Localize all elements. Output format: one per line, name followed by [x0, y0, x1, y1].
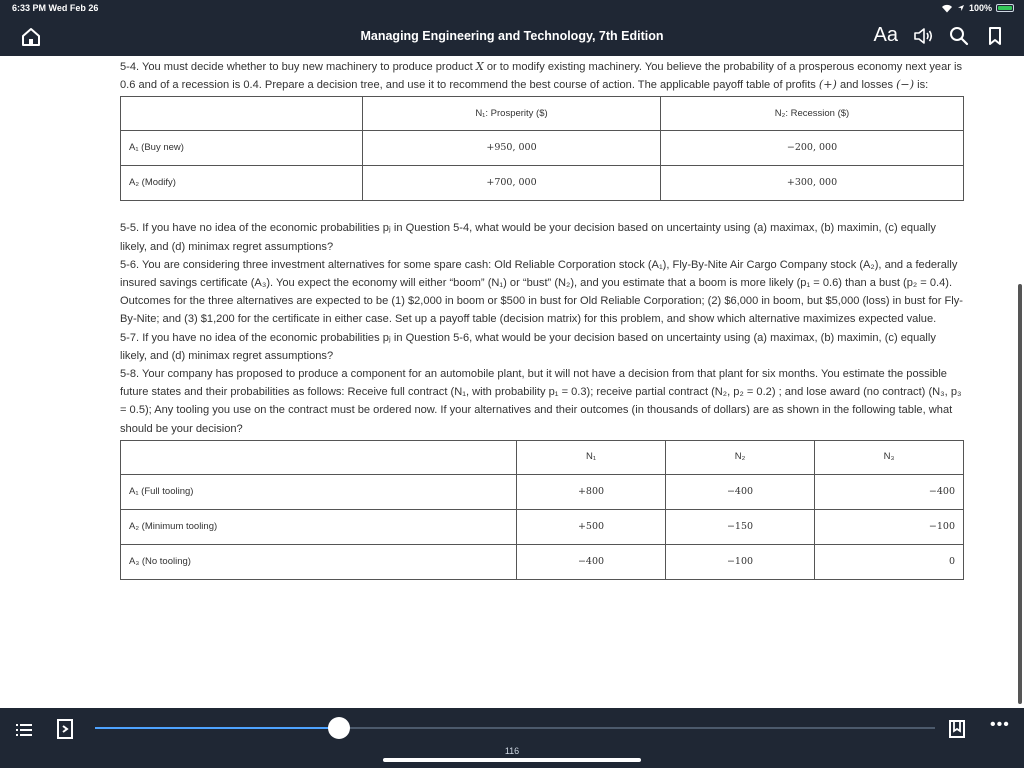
payoff-table-1 — [120, 96, 964, 201]
reader-content — [120, 58, 965, 580]
page-slider-track[interactable] — [95, 727, 935, 729]
table-cell: +500 — [517, 509, 666, 544]
question-5-4-text-end: is: — [914, 79, 929, 92]
table-cell: −200, 000 — [661, 131, 964, 166]
page-slider-fill — [95, 727, 339, 729]
row-label: A₂ (Modify) — [121, 166, 363, 201]
table-header-cell: N₁ — [517, 440, 666, 474]
table-cell: +700, 000 — [363, 166, 661, 201]
row-label: A₃ (No tooling) — [121, 544, 517, 579]
wifi-icon — [941, 4, 953, 13]
status-time: 6:33 PM Wed Feb 26 — [12, 3, 99, 13]
page-number: 116 — [504, 746, 520, 756]
status-indicators — [941, 3, 1014, 13]
table-row — [121, 474, 964, 509]
speaker-icon[interactable] — [912, 25, 934, 47]
location-icon — [957, 4, 965, 12]
table-row — [121, 544, 964, 579]
font-settings-button[interactable]: Aa — [873, 24, 898, 46]
page-navigation-icon[interactable] — [56, 718, 74, 740]
question-5-8: 5-8. Your company has proposed to produce a component for an automobile plant, but it will not have a decision from that plant for six months. You estimate the possible future states and their probabilities as follows: Receive full contract (N₁, with probability p₁ = 0.3); receive partial contract (N₂, p₂ = 0.2) ; and lose award (no contract) (N₃, p₃ = 0.5); Any tooling you use on the contract must be ordered now. If your alternatives and their outcomes (in thousands of dollars) are as shown in the following table, what should be your decision? — [120, 368, 962, 435]
table-cell: −400 — [815, 474, 964, 509]
table-cell: −100 — [666, 544, 815, 579]
minus-symbol: (−) — [896, 78, 915, 92]
table-cell: −400 — [517, 544, 666, 579]
table-header-cell: N₁: Prosperity ($) — [363, 97, 661, 131]
top-actions — [874, 24, 1006, 47]
bookmarks-list-icon[interactable] — [948, 719, 966, 739]
bottom-toolbar — [0, 708, 1024, 768]
bookmark-icon[interactable] — [984, 25, 1006, 47]
search-icon[interactable] — [948, 25, 970, 47]
row-label: A₁ (Buy new) — [121, 131, 363, 166]
table-cell: +800 — [517, 474, 666, 509]
question-5-7: 5-7. If you have no idea of the economic probabilities pⱼ in Question 5-6, what would be your decision based on uncertainty using (a) maximax, (b) maximin, (c) equally likely, and (d) minimax regret assumptions? — [120, 331, 936, 362]
table-header-cell: N₂: Recession ($) — [661, 97, 964, 131]
table-header-cell: N₂ — [666, 440, 815, 474]
table-cell: 0 — [815, 544, 964, 579]
more-options-icon[interactable]: ••• — [990, 716, 1010, 733]
table-header-row — [121, 97, 964, 131]
table-cell: −400 — [666, 474, 815, 509]
table-header-row — [121, 440, 964, 474]
row-label: A₂ (Minimum tooling) — [121, 509, 517, 544]
product-variable: X — [475, 60, 484, 73]
book-title: Managing Engineering and Technology, 7th Edition — [360, 29, 664, 43]
battery-fill — [998, 6, 1012, 10]
row-label: A₁ (Full tooling) — [121, 474, 517, 509]
question-5-4-text: 5-4. You must decide whether to buy new machinery to produce product — [120, 61, 476, 73]
home-indicator — [383, 758, 641, 762]
table-header-cell — [121, 97, 363, 131]
question-5-4 — [120, 58, 965, 94]
table-of-contents-icon[interactable] — [14, 720, 34, 740]
page-slider-thumb[interactable] — [328, 717, 350, 739]
top-toolbar — [0, 0, 1024, 56]
table-row — [121, 131, 964, 166]
payoff-table-2 — [120, 440, 964, 580]
table-row — [121, 509, 964, 544]
plus-symbol: (+) — [818, 78, 837, 92]
table-cell: +300, 000 — [661, 166, 964, 201]
table-cell: +950, 000 — [363, 131, 661, 166]
question-5-4-text-and: and losses — [836, 79, 897, 92]
table-cell: −100 — [815, 509, 964, 544]
battery-percent: 100% — [968, 3, 992, 13]
table-cell: −150 — [666, 509, 815, 544]
scroll-indicator[interactable] — [1018, 284, 1022, 704]
table-header-cell — [121, 440, 517, 474]
question-5-4-text-cont: or to modify existing machinery. You believe the probability of a prosperous economy next year is 0.6 and of a recession is 0.4. Prepare a decision tree, and use it to recommend the best course of action. The applicable payoff table of profits — [120, 61, 963, 92]
battery-icon — [996, 4, 1014, 12]
table-header-cell: N₃ — [815, 440, 964, 474]
question-5-5: 5-5. If you have no idea of the economic probabilities pⱼ in Question 5-4, what would be your decision based on uncertainty using (a) maximax, (b) maximin, (c) equally likely, and (d) minimax regret assumptions? — [120, 222, 936, 253]
table-row — [121, 166, 964, 201]
question-5-6: 5-6. You are considering three investment alternatives for some spare cash: Old Reliable Corporation stock (A₁), Fly-By-Nite Air Cargo Company stock (A₂), and a federally insured savings certificate (A₃). You expect the economy will either “boom” (N₁) or “bust” (N₂), and you estimate that a boom is more likely (p₁ = 0.6) than a bust (p₂ = 0.4). Outcomes for the three alternatives are expected to be (1) $2,000 in boom or $500 in bust for Old Reliable Corporation; (2) $6,000 in boom, but $5,000 (loss) in bust for Fly-By-Nite; and (3) $1,200 for the certificate in either case. Set up a payoff table (decision matrix) for this problem, and show which alternative maximizes expected value. — [120, 258, 963, 326]
